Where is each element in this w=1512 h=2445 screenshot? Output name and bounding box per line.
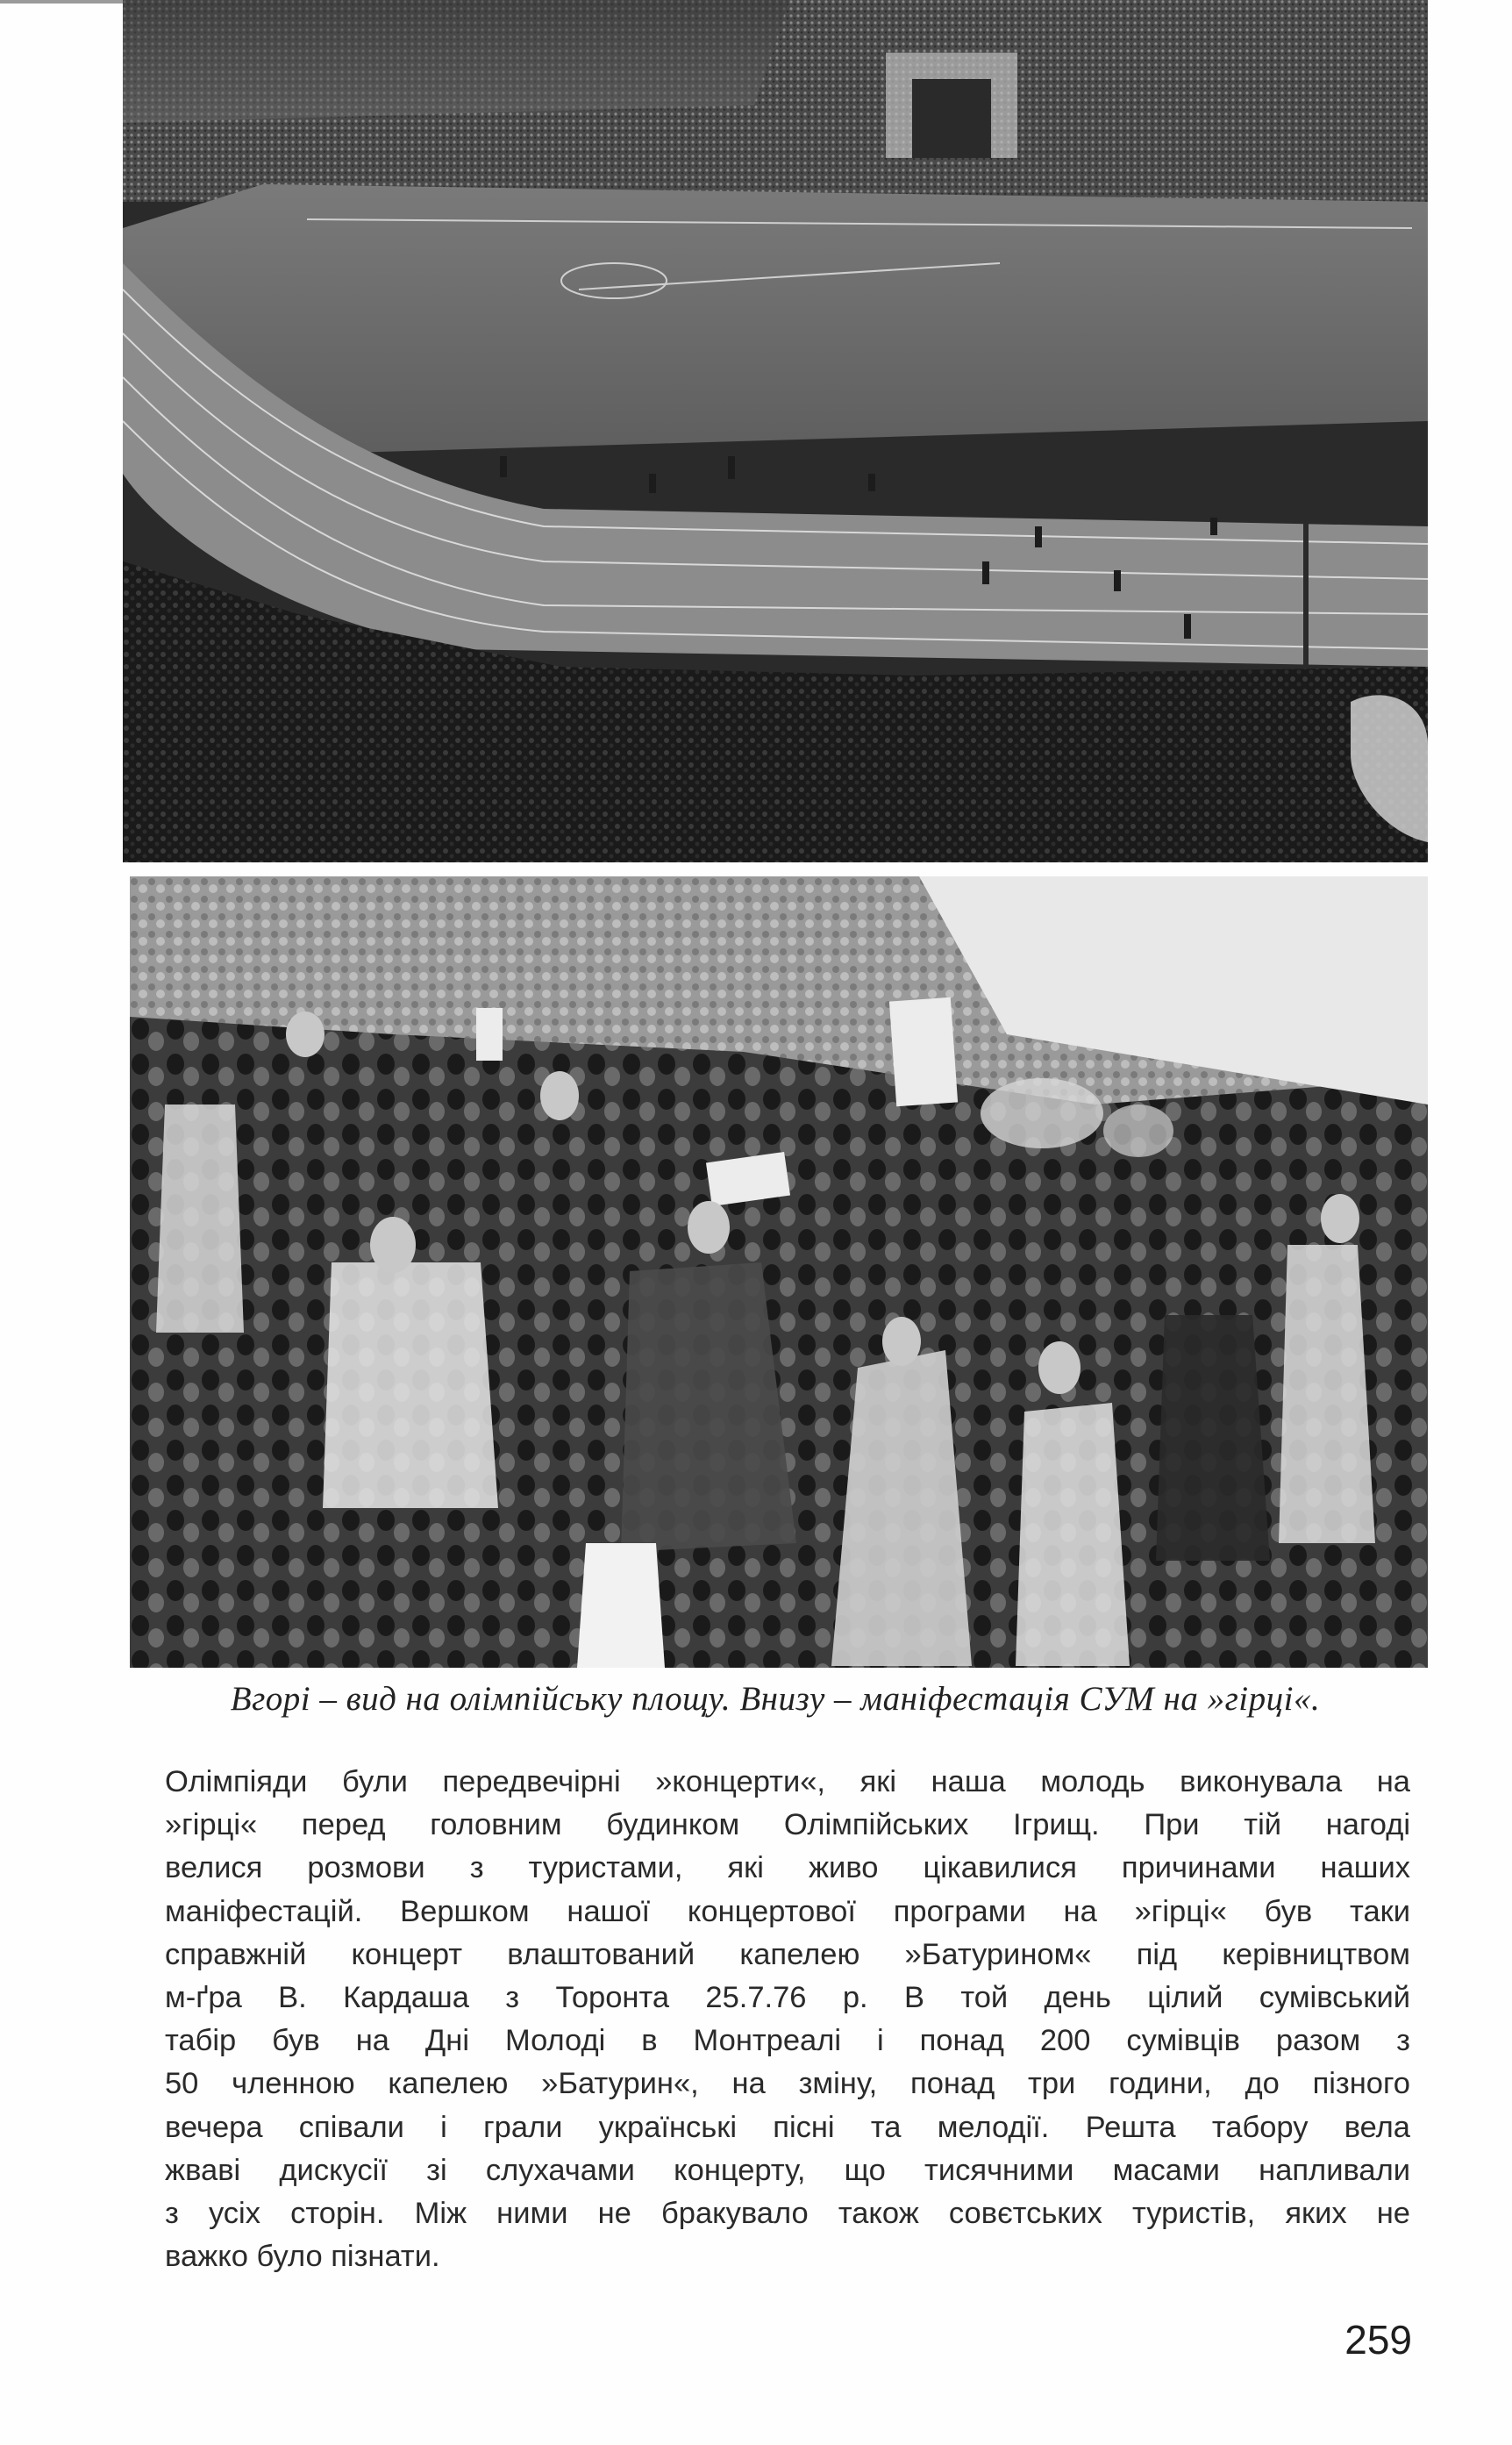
football-field xyxy=(123,184,1428,456)
page-number: 259 xyxy=(1344,2317,1412,2363)
body-line: справжній концерт влаштований капелею »Батурином« під керівництвом xyxy=(165,1937,1410,1971)
person-light-shirt xyxy=(323,1262,498,1508)
stadium-illustration xyxy=(123,0,1428,862)
crowd-illustration xyxy=(130,876,1428,1668)
sum-manifestation-photo xyxy=(130,876,1428,1668)
lamp-post xyxy=(1303,491,1309,667)
body-line: маніфестацій. Вершком нашої концертової програми на »гірці« був таки xyxy=(165,1894,1410,1928)
body-line: м-ґра В. Кардаша з Торонта 25.7.76 р. В той день цілий сумівський xyxy=(165,1980,1410,2014)
body-line: велися розмови з туристами, які живо цікавилися причинами наших xyxy=(165,1851,1410,1885)
scan-edge-mark xyxy=(0,0,123,4)
brass-instrument xyxy=(981,1078,1103,1148)
body-line: з усіх сторін. Між ними не бракувало також совєтських туристів, яких не xyxy=(165,2196,1410,2230)
body-line: 50 членною капелею »Батурин«, на зміну, понад три години, до пізного xyxy=(165,2067,1410,2101)
photo-caption: Вгорі – вид на олімпійську площу. Внизу – маніфестація СУМ на »гірці«. xyxy=(230,1680,1321,1718)
body-line: вечера співали і грали українські пісні та мелодії. Решта табору вела xyxy=(165,2110,1410,2144)
olympic-stadium-photo xyxy=(123,0,1428,862)
body-line: Олімпіяди були передвечірні »концерти«, які наша молодь виконувала на xyxy=(165,1765,1410,1798)
body-line: важко було пізнати. xyxy=(165,2240,440,2274)
white-bag xyxy=(577,1543,665,1668)
body-line: табір був на Дні Молоді в Монтреалі і понад 200 сумівців разом з xyxy=(165,2024,1410,2058)
body-line: жваві дискусії зі слухачами концерту, що тисячними масами напливали xyxy=(165,2153,1410,2187)
body-paragraph xyxy=(165,1761,1410,2278)
placard xyxy=(476,1008,503,1061)
placard xyxy=(889,997,958,1107)
body-line: »гірці« перед головним будинком Олімпійських Ігрищ. При тій нагоді xyxy=(165,1808,1410,1842)
